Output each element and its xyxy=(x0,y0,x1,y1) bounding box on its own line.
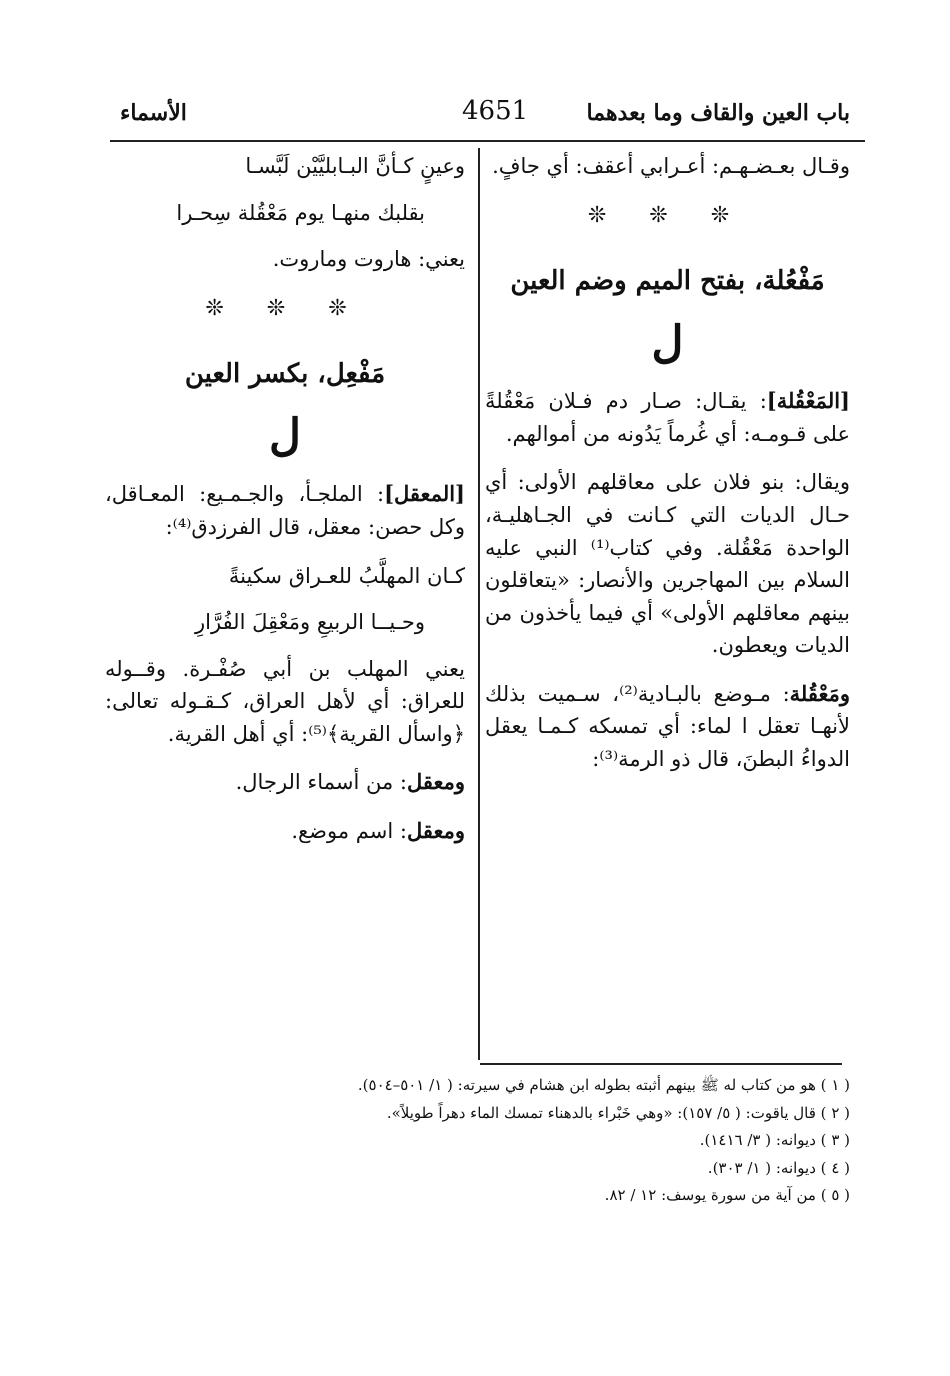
entry-term: [المعقل] xyxy=(384,481,465,507)
poem-verse: بقلبك منهـا يوم مَعْقُلة سِحـرا xyxy=(176,200,425,225)
entry-paragraph xyxy=(105,815,465,848)
poem-verse: وحـيــا الربيعِ ومَعْقِلَ الفُرَّارِ xyxy=(195,610,425,635)
footnotes xyxy=(90,1073,850,1211)
entry-paragraph: ويقال: بنو فلان على معاقلهم الأولى: أي حـال الديات التي كـانت في الجـاهليـة، الواحدة مَعْقُلة. وفي كتاب⁽¹⁾ النبي عليه السلام بين المهاجرين والأنصار: «يتعاقلون بينهم معاقلهم الأولى» أي فيما يأخذون من الديات ويعطون. xyxy=(485,470,850,658)
entry-paragraph xyxy=(485,678,850,776)
entry-term: [المَعْقُلة] xyxy=(766,388,850,414)
footnote: ( ٥ ) من آية من سورة يوسف: ١٢ / ٨٢. xyxy=(604,1186,850,1204)
entry-text: : يقـال: صـار دم فـلان مَعْقُلةً على قـومـه: أي غُرماً يَدُونه من أموالهم. xyxy=(485,389,850,446)
right-column xyxy=(485,150,850,791)
section-title: مَفْعِل، بكسر العين xyxy=(184,358,386,389)
chapter-title: باب العين والقاف وما بعدهما xyxy=(586,100,850,126)
header-rule xyxy=(110,140,865,142)
letter-heading: ل xyxy=(651,316,684,368)
entry-paragraph xyxy=(105,766,465,799)
poem-verse: كـان المهلَّبُ للعـراق سكينةً xyxy=(228,563,465,588)
poem-verse: وعينٍ كـأنَّ البـابليَّيْن لَبَّسـا xyxy=(245,154,465,178)
page-number: 4651 xyxy=(462,96,529,126)
section-heading: الأسماء xyxy=(120,100,187,126)
section-title: مَفْعُلة، بفتح الميم وضم العين xyxy=(510,265,825,296)
footnote: ( ٢ ) قال ياقوت: ( ٥/ ١٥٧): «وهي خَبْراء بالدهناء تمسك الماء دهراً طويلاً». xyxy=(386,1103,850,1122)
footnote-rule xyxy=(480,1063,842,1065)
entry-term: ومعقل xyxy=(406,817,465,843)
entry-term: ومعقل xyxy=(406,769,465,795)
footnote: ( ٤ ) ديوانه: ( ١/ ٣٠٣). xyxy=(707,1158,850,1177)
left-column xyxy=(105,150,465,863)
entry-text: : اسم موضع. xyxy=(291,818,407,843)
asterism-divider: ❊ ❊ ❊ xyxy=(205,295,365,321)
entry-text: : من أسماء الرجال. xyxy=(235,770,407,795)
footnote: ( ١ ) هو من كتاب له ﷺ بينهم أثبته بطوله ابن هشام في سيرته: ( ١/ ٥٠١–٥٠٤). xyxy=(357,1076,850,1094)
entry-text: : الملجـأ، والجـمـيع: المعـاقل، وكل حصن: معقل، قال الفرزدق⁽⁴⁾: xyxy=(105,482,465,539)
letter-heading: ل xyxy=(269,410,301,462)
entry-paragraph: يعني المهلب بن أبي صُفْـرة. وقــوله للعراق: أي لأهل العراق، كـقـوله تعالى: ﴿واسأل القرية﴾⁽⁵⁾: أي أهل القرية. xyxy=(105,656,465,746)
entry-term: ومَعْقُلة xyxy=(789,680,850,706)
asterism-divider: ❊ ❊ ❊ xyxy=(587,202,748,228)
explanation-line: يعني: هاروت وماروت. xyxy=(272,247,465,272)
running-header xyxy=(120,96,850,136)
entry-paragraph xyxy=(105,478,465,543)
column-divider xyxy=(478,148,480,1060)
intro-paragraph: وقـال بعـضـهـم: أعـرابي أعقف: أي جافٍ. xyxy=(492,154,850,178)
entry-text: : مـوضع بالبـادية⁽²⁾، سـميت بذلك لأنهـا تعقل ا لماء: أي تمسكه كـمـا يعقل الدواءُ البطنَ، قال ذو الرمة⁽³⁾: xyxy=(485,681,850,771)
entry-paragraph xyxy=(485,385,850,450)
footnote: ( ٣ ) ديوانه: ( ٣/ ١٤١٦). xyxy=(699,1131,850,1149)
